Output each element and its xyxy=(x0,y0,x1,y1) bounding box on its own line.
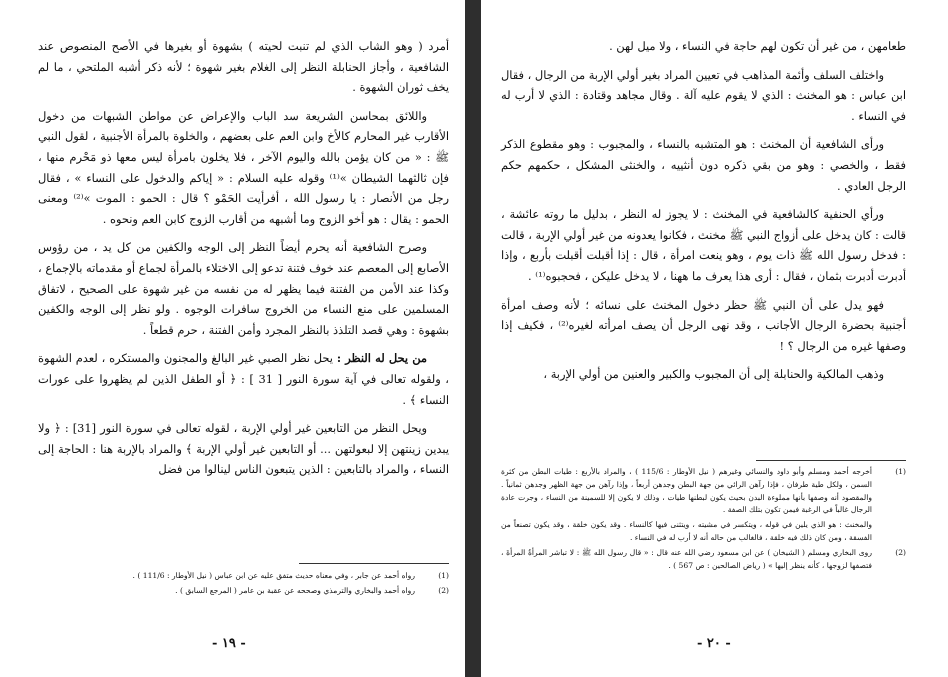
footnote-number: (1) xyxy=(895,467,906,476)
page-20-body xyxy=(501,36,906,393)
footnote-text: والمخنث : هو الذي يلين في قوله ، ويتكسر في مشيته ، ويتثنى فيها كالنساء . وقد يكون خلقة ، وقد يكون تصنعاً من الفسقة ، ومن كان ذلك فيه خلقة ، فالغالب من حاله أنه لا أرب له في النساء . xyxy=(501,520,872,542)
book-spine xyxy=(465,0,481,677)
paragraph: وصرح الشافعية أنه يحرم أيضاً النظر إلى الوجه والكفين من كل يد ، من رؤوس الأصابع إلى المعصم عند خوف فتنة تدعو إلى الاختلاء بالمرأة لجماع أو مقدماته بالإجماع ، وكذا عند الأمن من الفتنة فيما يظهر له من نفسه من غير شهوة على الصحيح ، لاتفاق المسلمين على منع النساء من الخروج سافرات الوجوه . ولو نظر إلى الوجه والكفين بشهوة : وهي قصد التلذذ بالنظر المجرد وأمن الفتنة ، حرم قطعاً . xyxy=(38,240,449,337)
heading-text: يحل نظر الصبي غير البالغ والمجنون والمستكره ، لعدم الشهوة ، ولقوله تعالى في آية سورة النور [ 31 ] : ﴿ أو الطفل الذين لم يظهروا على عورات النساء ﴾ . xyxy=(38,351,449,407)
footnotes xyxy=(501,466,906,574)
footnote-text: رواه أحمد عن جابر ، وفي معناه حديث متفق عليه عن ابن عباس ( نيل الأوطار : 111/6 ) . xyxy=(132,571,415,580)
paragraph: فهو يدل على أن النبي ﷺ حظر دخول المخنث على نسائه ؛ لأنه وصف امرأة أجنبية بحضرة الرجال الأجانب ، وقد نهى الرجل أن يصف امرأته لغيره⁽²⁾ ، فكيف إذا وصفها غيره من الرجال ؟ ! xyxy=(501,297,907,353)
paragraph: واللائق بمحاسن الشريعة سد الباب والإعراض عن مواطن الشبهات من دخول الأقارب غير المحارم كالأخ وابن العم على بعضهم ، والخلوة بالمرأة الأجنبية ، لقول النبي ﷺ : « من كان يؤمن بالله واليوم الآخر ، فلا يخلون بامرأة ليس معها ذو مَحْرم منها ، فإن ثالثهما الشيطان »⁽¹⁾ وقوله عليه السلام : « إياكم والدخول على النساء » ، فقال رجل من الأنصار : يا رسول الله ، أفرأيت الحَمْو ؟ قال : الحمو : الموت »⁽²⁾ ومعنى الحمو : يقال : هو أخو الزوج وما أشبهه من أقارب الزوج كابن العم ونحوه . xyxy=(38,108,449,226)
paragraph-with-heading xyxy=(38,348,449,410)
footnote-number xyxy=(872,519,906,545)
paragraph: ورأى الشافعية أن المخنث : هو المتشبه بالنساء ، والمجبوب : وهو مقطوع الذكر فقط ، والخصي : وهو من بقي ذكره دون أنثييه ، والخنثى المشكل ، حكمهم حكم الرجل العادي . xyxy=(501,137,906,193)
footnote xyxy=(501,519,906,545)
footnote xyxy=(501,547,906,573)
page-19 xyxy=(0,0,465,677)
paragraph: وذهب المالكية والحنابلة إلى أن المجبوب والكبير والعنين من أولي الإربة ، xyxy=(543,367,884,382)
paragraph: أمرد ( وهو الشاب الذي لم تنبت لحيته ) بشهوة أو بغيرها في الأصح المنصوص عند الشافعية ، وأجاز الحنابلة النظر إلى الغلام بغير شهوة ؛ لأنه ذكر أشبه الملتحي ، ما لم يخف ثوران الشهوة . xyxy=(38,39,449,95)
footnote-text: أخرجه أحمد ومسلم وأبو داود والنسائي وغيرهم ( نيل الأوطار : 115/6 ) ، والمراد بالأربع : طيات البطن من كثرة السمن ، ولكل طية طرفان ، فإذا رآهن الرائي من جهة البطن وجدهن أربعاً ، وإذا رآهن من جهة الظهر وجدهن ثمانياً . والمقصود أنه وصفها بأنها مملوءة البدن بحيث يكون لبطنها طيات ، وذلك لا يكون إلا للسمينة من النساء ، وجرت عادة الرجال غالباً في الرغبة فيمن تكون بتلك الصفة . xyxy=(501,467,872,515)
footnote-number: (2) xyxy=(438,585,449,595)
footnote-text: رواه أحمد والبخاري والترمذي وصححه عن عقبة بن عامر ( المرجع السابق ) . xyxy=(175,585,415,595)
paragraph: ورأي الحنفية كالشافعية في المخنث : لا يجوز له النظر ، بدليل ما روته عائشة ، قالت : كان يدخل على أزواج النبي ﷺ مخنث ، فكانوا يعدونه من غير أولي الإربة ، قالت : فدخل رسول الله ﷺ ذات يوم ، وهو ينعت امرأة ، قال : إذا أقبلت أقبلت بأربع ، وإذا أدبرت أدبرت بثمان ، فقال : أرى هذا يعرف ما ههنا ، لا يدخل عليكن ، فحجبوه⁽¹⁾ . xyxy=(501,207,906,283)
paragraph: طعامهن ، من غير أن تكون لهم حاجة في النساء ، ولا ميل لهن . xyxy=(609,39,906,53)
footnote-text: روى البخاري ومسلم ( الشيخان ) عن ابن مسعود رضي الله عنه قال : « قال رسول الله ﷺ : لا تباشر المرأةُ المرأةَ ، فتصفها لزوجها ، كأنه ينظر إليها » ( رياض الصالحين : ص 567 ) . xyxy=(501,547,872,570)
footnote-divider xyxy=(299,563,449,564)
footnote xyxy=(501,466,906,517)
footnote-divider xyxy=(756,460,906,461)
paragraph: واختلف السلف وأئمة المذاهب في تعيين المراد بغير أولي الإربة من الرجال ، فقال ابن عباس : هو المخنث : الذي لا يقوم عليه آلة . وقال مجاهد وقتادة : الذي لا أرب له في النساء . xyxy=(501,67,906,123)
footnote xyxy=(38,585,449,598)
paragraph: ويحل النظر من التابعين غير أولي الإربة ، لقوله تعالى في سورة النور [31] : ﴿ ولا يبدين زينتهن إلا لبعولتهن ... أو التابعين غير أولي الإربة ﴾ والمراد بالإربة هنا : الحاجة إلى النساء ، والمراد بالتابعين : الذين يتبعون الناس لينالوا من فضل xyxy=(38,421,449,477)
section-heading: من يحل له النظر : xyxy=(336,351,427,366)
footnote-number: (2) xyxy=(895,547,906,557)
page-number: - ٢٠ - xyxy=(697,636,731,651)
page-20 xyxy=(481,0,948,677)
footnote xyxy=(38,570,449,583)
footnotes xyxy=(38,570,449,600)
footnote-number: (1) xyxy=(438,571,449,580)
page-number: - ١٩ - xyxy=(212,636,246,651)
page-19-body xyxy=(38,36,449,488)
